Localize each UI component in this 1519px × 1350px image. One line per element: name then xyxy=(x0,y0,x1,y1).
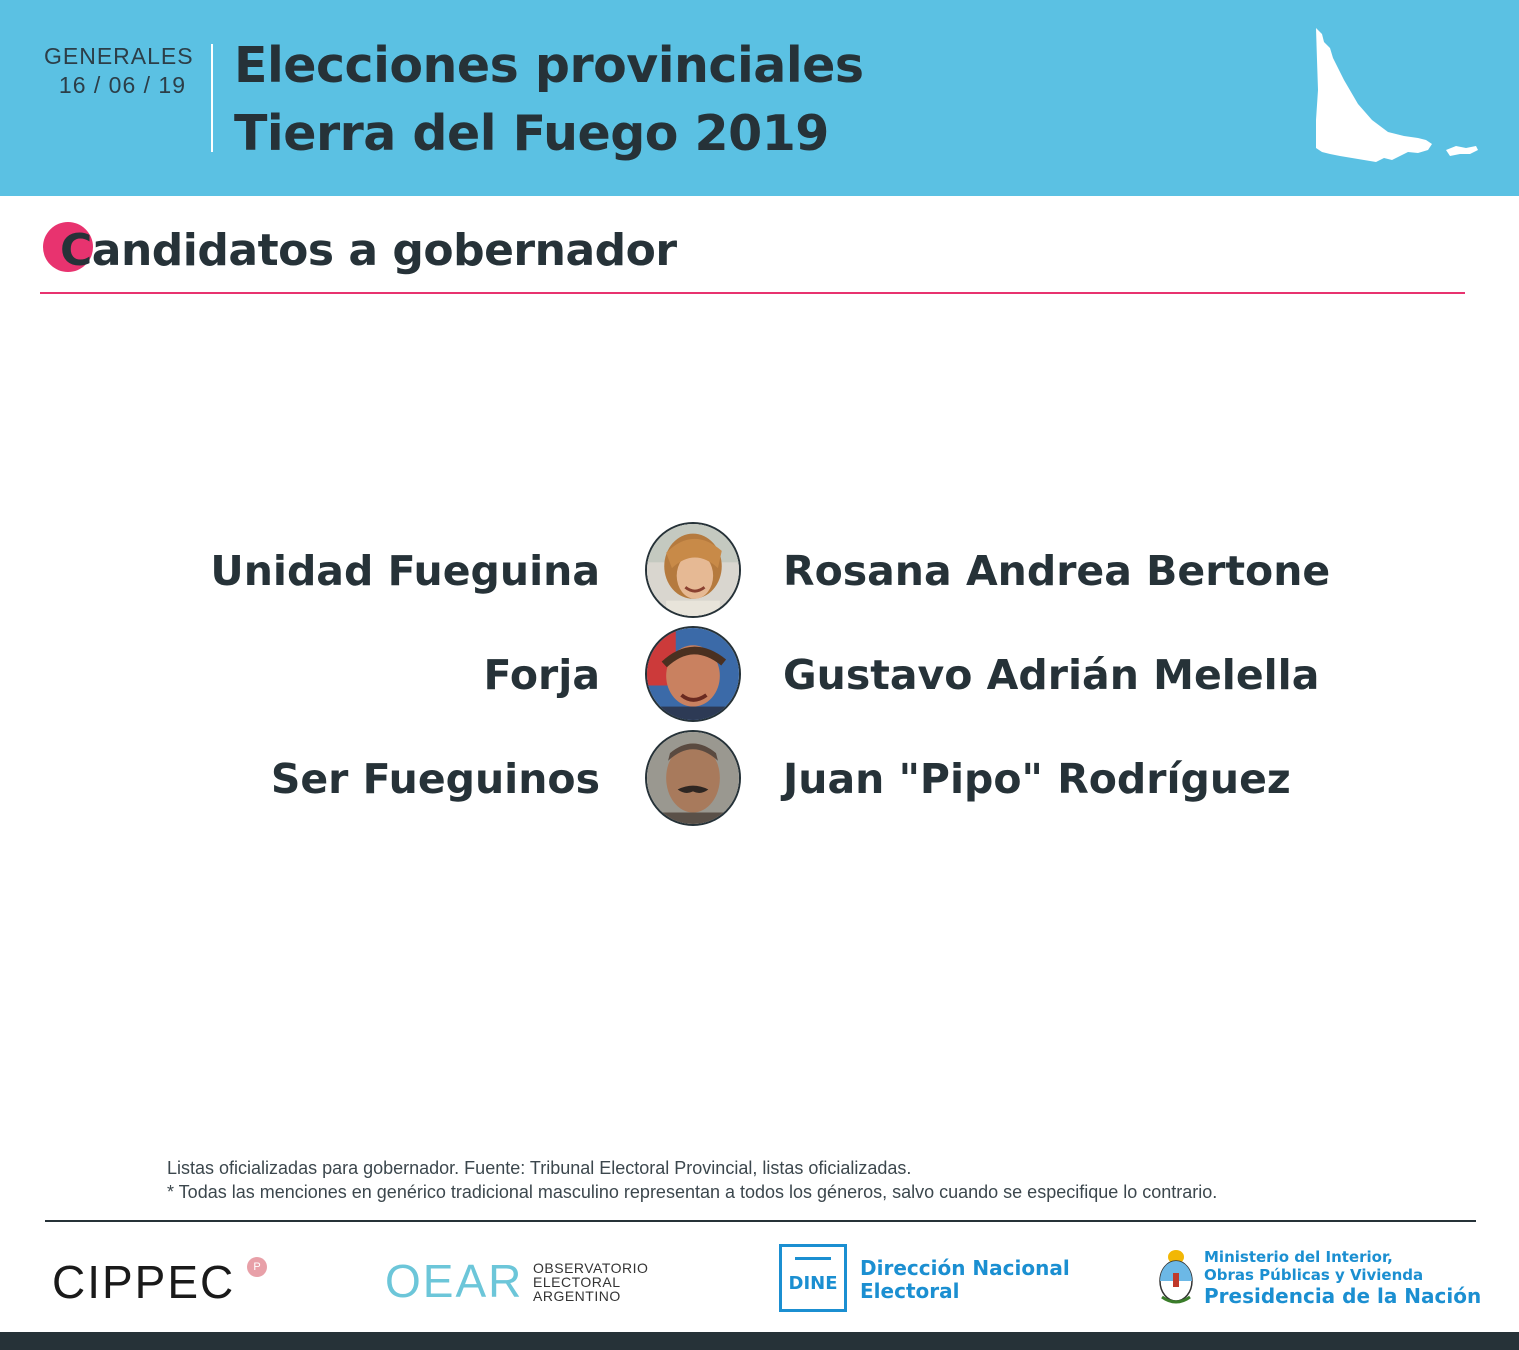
cippec-badge-icon: P xyxy=(247,1257,267,1277)
candidate-row xyxy=(0,521,1519,619)
header-divider xyxy=(211,44,213,152)
dine-name: Dirección Nacional xyxy=(860,1256,1070,1280)
candidate-photo xyxy=(645,730,741,826)
election-date: 16 / 06 / 19 xyxy=(58,72,186,98)
page-title-line-2: Tierra del Fuego 2019 xyxy=(234,105,829,162)
ministry-name: Ministerio del Interior, xyxy=(1204,1248,1393,1266)
dine-badge-text: DINE xyxy=(788,1273,838,1294)
election-type-label: GENERALES xyxy=(44,43,194,69)
tierra-del-fuego-map-icon xyxy=(1300,20,1490,180)
candidate-photo xyxy=(645,522,741,618)
oear-subtitle: OBSERVATORIO xyxy=(533,1260,649,1276)
header-banner xyxy=(0,0,1519,196)
party-name: Unidad Fueguina xyxy=(210,547,600,595)
candidate-name: Rosana Andrea Bertone xyxy=(783,547,1331,595)
coat-of-arms-icon xyxy=(1156,1247,1196,1305)
candidate-row xyxy=(0,625,1519,723)
cippec-logo: CIPPEC xyxy=(52,1256,236,1308)
candidate-name: Gustavo Adrián Melella xyxy=(783,651,1320,699)
footer-divider xyxy=(45,1220,1476,1222)
oear-subtitle: ARGENTINO xyxy=(533,1288,621,1304)
section-divider xyxy=(40,292,1465,294)
party-name: Ser Fueguinos xyxy=(270,755,600,803)
oear-subtitle: ELECTORAL xyxy=(533,1274,621,1290)
gender-note: * Todas las menciones en genérico tradicional masculino representan a todos los géneros, salvo cuando se especifique lo contrario. xyxy=(167,1182,1218,1202)
oear-logo: OEAR xyxy=(385,1255,524,1307)
dine-name: Electoral xyxy=(860,1279,960,1303)
dine-logo-bar xyxy=(795,1257,831,1260)
party-name: Forja xyxy=(483,651,600,699)
candidate-name: Juan "Pipo" Rodríguez xyxy=(783,755,1291,803)
dine-logo-icon xyxy=(779,1244,847,1312)
bottom-bar xyxy=(0,1332,1519,1350)
candidate-row xyxy=(0,729,1519,827)
ministry-name: Obras Públicas y Vivienda xyxy=(1204,1266,1424,1284)
section-title: Candidatos a gobernador xyxy=(60,225,677,276)
page-title-line-1: Elecciones provinciales xyxy=(234,37,864,94)
candidate-photo xyxy=(645,626,741,722)
presidency-name: Presidencia de la Nación xyxy=(1204,1284,1482,1308)
source-note: Listas oficializadas para gobernador. Fuente: Tribunal Electoral Provincial, listas oficializadas. xyxy=(167,1158,912,1178)
